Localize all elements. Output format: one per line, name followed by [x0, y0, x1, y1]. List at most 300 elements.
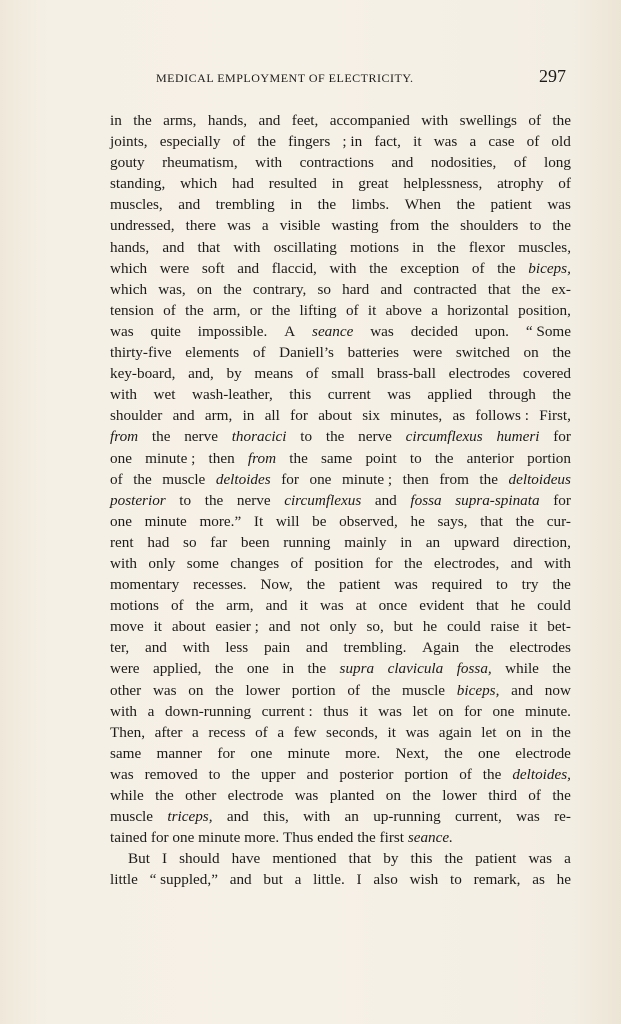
- word: some: [186, 554, 219, 572]
- word: was: [370, 322, 394, 340]
- word: standing,: [110, 175, 166, 193]
- word: with: [110, 386, 138, 404]
- word: bet-: [547, 618, 571, 636]
- word: nodosities,: [430, 154, 497, 172]
- word: ex-: [551, 280, 571, 298]
- word: the: [552, 576, 571, 594]
- word: shoulder: [110, 407, 163, 425]
- word: fact,: [374, 133, 401, 151]
- word: switched: [455, 344, 510, 362]
- text-line: [110, 405, 571, 426]
- word: other: [110, 681, 142, 699]
- word: so,: [366, 618, 384, 636]
- word: only: [148, 554, 176, 572]
- word: the: [521, 280, 541, 298]
- running-title: MEDICAL EMPLOYMENT OF ELECTRICITY.: [156, 71, 414, 85]
- word: as: [532, 871, 545, 889]
- word: portion: [527, 449, 571, 467]
- word: one: [309, 470, 332, 488]
- word: with: [255, 154, 283, 172]
- word: he: [422, 618, 438, 636]
- word: to: [496, 576, 508, 594]
- word: on: [385, 787, 401, 804]
- word: and: [391, 154, 414, 172]
- word: posterior: [339, 765, 394, 783]
- word: current,: [455, 808, 502, 826]
- word: one: [246, 660, 269, 678]
- word: mentioned: [272, 850, 337, 868]
- word: oscillating: [273, 238, 337, 256]
- word: and: [229, 871, 252, 889]
- word: deltoides: [215, 470, 271, 488]
- word: Thus: [282, 829, 314, 847]
- word: minute: [144, 512, 187, 530]
- word: was: [516, 808, 540, 826]
- word: manner: [156, 744, 203, 762]
- word: the: [552, 723, 571, 741]
- text-line: [110, 743, 571, 764]
- word: about: [318, 407, 352, 425]
- word: above: [385, 301, 422, 319]
- word: to: [208, 765, 221, 783]
- word: ; in: [342, 133, 363, 151]
- word: the: [369, 259, 388, 277]
- word: of: [163, 301, 176, 319]
- word: while: [110, 787, 144, 804]
- text-line: [110, 469, 571, 490]
- word: says,: [437, 512, 468, 530]
- word: circumflexus: [405, 428, 483, 446]
- word: electrode: [515, 744, 571, 762]
- word: an: [425, 533, 441, 551]
- word: ter,: [110, 639, 130, 657]
- word: quite: [150, 322, 181, 340]
- word: undressed,: [110, 217, 175, 235]
- word: a: [469, 133, 477, 151]
- word: which: [110, 259, 148, 277]
- word: soft: [201, 259, 225, 277]
- word: in: [290, 196, 303, 214]
- word: the: [403, 554, 423, 572]
- word: changes: [230, 554, 280, 572]
- word: brass-ball: [376, 365, 436, 383]
- word: the: [257, 133, 276, 151]
- word: electrode: [227, 787, 284, 804]
- word: patient: [490, 196, 532, 214]
- text-line: [110, 595, 571, 616]
- word: fossa,: [456, 660, 492, 678]
- word: trembling.: [343, 639, 407, 657]
- word: of: [290, 554, 304, 572]
- word: current :: [261, 702, 313, 720]
- word: by: [226, 365, 242, 383]
- word: but: [393, 618, 413, 636]
- word: the: [289, 449, 308, 467]
- word: patient: [338, 576, 381, 594]
- word: the: [552, 344, 571, 362]
- word: horizontal: [447, 301, 509, 319]
- word: other: [185, 787, 217, 804]
- word: was: [394, 576, 418, 594]
- word: removed: [144, 765, 198, 783]
- word: of: [513, 154, 527, 172]
- word: follows :: [475, 407, 529, 425]
- word: with: [110, 554, 138, 572]
- word: that: [480, 512, 503, 530]
- word: thus: [323, 702, 349, 720]
- text-line: [110, 237, 571, 258]
- text-line: [110, 848, 571, 869]
- word: tension: [110, 301, 154, 319]
- word: now: [544, 681, 571, 699]
- text-line: [110, 658, 571, 679]
- word: first: [379, 829, 405, 847]
- word: Again: [422, 639, 460, 657]
- word: the: [151, 428, 171, 446]
- word: trembling: [215, 196, 275, 214]
- word: same: [110, 744, 142, 762]
- word: up-running: [373, 808, 441, 826]
- word: it: [413, 133, 422, 151]
- word: for: [290, 407, 308, 425]
- word: contracted: [413, 280, 477, 298]
- word: humeri: [496, 428, 540, 446]
- word: motions: [350, 238, 399, 256]
- word: observed,: [339, 512, 398, 530]
- word: not: [300, 618, 320, 636]
- text-line: [110, 701, 571, 722]
- word: been: [240, 533, 270, 551]
- word: was,: [158, 280, 186, 298]
- word: the: [155, 787, 174, 804]
- word: was: [547, 196, 571, 214]
- word: position: [314, 554, 364, 572]
- word: supra: [339, 660, 375, 678]
- word: deltoideus: [508, 470, 571, 488]
- word: upward: [453, 533, 500, 551]
- word: muscle: [402, 681, 446, 699]
- word: the: [357, 829, 376, 847]
- word: were: [110, 660, 140, 678]
- word: and: [144, 639, 167, 657]
- word: the: [444, 850, 464, 868]
- word: hands,: [207, 112, 248, 129]
- word: muscles,: [518, 238, 571, 256]
- word: feet,: [291, 112, 319, 129]
- word: more.: [345, 744, 381, 762]
- text-line: [110, 553, 571, 574]
- word: one: [172, 829, 195, 847]
- word: Now,: [260, 576, 293, 594]
- word: it: [387, 723, 396, 741]
- word: evident: [419, 597, 464, 615]
- word: covered: [522, 365, 571, 383]
- word: the: [552, 386, 571, 404]
- word: flexor: [468, 238, 506, 256]
- word: case: [488, 133, 515, 151]
- word: visible: [279, 217, 321, 235]
- word: the: [133, 470, 152, 488]
- word: electrodes: [448, 365, 511, 383]
- word: for: [464, 702, 482, 720]
- word: of: [110, 470, 123, 488]
- word: a: [431, 301, 438, 319]
- text-line: [110, 680, 571, 701]
- word: motions: [110, 597, 159, 615]
- word: small: [331, 365, 365, 383]
- word: a: [261, 217, 269, 235]
- word: or: [249, 301, 263, 319]
- word: but: [263, 871, 283, 889]
- text-line: [110, 490, 571, 511]
- body-text: [110, 110, 571, 890]
- word: to: [529, 217, 542, 235]
- word: I: [356, 871, 362, 889]
- word: and: [510, 554, 533, 572]
- word: minute.: [525, 702, 571, 720]
- word: A: [284, 322, 296, 340]
- word: clavicula: [387, 660, 444, 678]
- word: electrodes,: [433, 554, 500, 572]
- word: on: [523, 344, 539, 362]
- word: will: [275, 512, 300, 530]
- word: and: [380, 280, 403, 298]
- word: on: [196, 280, 213, 298]
- text-line: [110, 215, 571, 236]
- word: on: [506, 723, 522, 741]
- word: it: [529, 618, 538, 636]
- word: arms,: [163, 112, 197, 129]
- word: applied,: [152, 660, 202, 678]
- word: to: [179, 491, 192, 509]
- word: and: [374, 491, 397, 509]
- word: then: [208, 449, 235, 467]
- word: the: [204, 491, 224, 509]
- word: for: [553, 491, 571, 509]
- word: “ Some: [525, 322, 571, 340]
- word: minutes,: [390, 407, 443, 425]
- word: could: [446, 618, 481, 636]
- word: about: [171, 618, 206, 636]
- word: and: [265, 597, 288, 615]
- word: recesses.: [193, 576, 247, 594]
- word: had: [147, 533, 170, 551]
- word: the: [223, 280, 242, 298]
- word: joints,: [110, 133, 148, 151]
- word: arm,: [212, 301, 241, 319]
- word: with: [182, 639, 210, 657]
- word: minute: [198, 829, 241, 847]
- word: biceps,: [456, 681, 500, 699]
- text-line: [110, 131, 571, 152]
- word: minute ;: [341, 470, 393, 488]
- word: arm,: [226, 597, 254, 615]
- word: this: [410, 850, 433, 868]
- word: in: [110, 112, 122, 129]
- word: recess: [208, 723, 246, 741]
- word: of: [528, 787, 541, 804]
- word: the: [444, 744, 463, 762]
- word: Next,: [395, 744, 429, 762]
- word: “ suppled,”: [149, 871, 218, 889]
- word: of: [526, 133, 540, 151]
- word: third: [488, 787, 517, 804]
- word: in: [530, 723, 543, 741]
- word: by: [383, 850, 399, 868]
- word: to: [300, 428, 313, 446]
- word: the: [325, 428, 345, 446]
- word: and,: [188, 365, 214, 383]
- word: this: [289, 386, 312, 404]
- word: fingers: [288, 133, 331, 151]
- word: the: [434, 449, 454, 467]
- word: accompanied: [329, 112, 410, 129]
- word: so: [317, 280, 332, 298]
- word: great: [358, 175, 389, 193]
- word: of: [347, 681, 361, 699]
- word: the: [430, 217, 449, 235]
- word: that: [475, 597, 499, 615]
- word: cur-: [546, 512, 571, 530]
- word: was: [387, 386, 411, 404]
- word: with: [233, 238, 261, 256]
- word: But: [128, 850, 150, 868]
- word: muscle: [110, 808, 154, 826]
- word: key-board,: [110, 365, 176, 383]
- word: that: [487, 280, 511, 298]
- word: the: [437, 238, 456, 256]
- word: hard: [342, 280, 370, 298]
- word: move: [110, 618, 144, 636]
- text-line: [110, 511, 571, 532]
- word: was: [405, 723, 430, 741]
- word: helplessness,: [403, 175, 483, 193]
- word: exception: [400, 259, 460, 277]
- word: was: [528, 850, 553, 868]
- word: the: [456, 196, 476, 214]
- word: wish: [409, 871, 439, 889]
- word: of: [471, 259, 485, 277]
- word: from: [110, 428, 139, 446]
- word: with: [110, 702, 138, 720]
- text-line: [110, 616, 571, 637]
- word: limbs.: [351, 196, 390, 214]
- word: of: [459, 765, 472, 783]
- word: the: [552, 660, 571, 678]
- word: as: [452, 407, 466, 425]
- text-line: [110, 258, 571, 279]
- word: after: [154, 723, 183, 741]
- word: the: [552, 112, 571, 129]
- word: there: [185, 217, 217, 235]
- word: six: [362, 407, 380, 425]
- word: for: [150, 829, 169, 847]
- word: far: [210, 533, 228, 551]
- word: Then,: [110, 723, 146, 741]
- word: seance: [312, 322, 354, 340]
- word: rent: [110, 533, 134, 551]
- word: swellings: [459, 112, 517, 129]
- word: seance.: [407, 829, 453, 847]
- word: biceps,: [528, 259, 571, 277]
- word: means: [254, 365, 294, 383]
- word: which: [110, 280, 148, 298]
- word: a: [147, 702, 155, 720]
- word: elements: [185, 344, 240, 362]
- word: a: [564, 850, 571, 868]
- word: current: [327, 386, 371, 404]
- page-number: 297: [539, 66, 566, 86]
- word: of: [252, 344, 266, 362]
- text-line: [110, 574, 571, 595]
- text-line: [110, 827, 571, 848]
- word: in: [412, 238, 424, 256]
- word: with: [421, 112, 449, 129]
- word: the: [497, 259, 516, 277]
- text-line: [110, 363, 571, 384]
- word: the: [133, 112, 152, 129]
- word: the: [479, 470, 498, 488]
- word: arm,: [204, 407, 233, 425]
- word: all: [264, 407, 280, 425]
- word: to: [409, 449, 422, 467]
- text-line: [110, 173, 571, 194]
- word: and: [305, 639, 328, 657]
- word: It: [253, 512, 264, 530]
- word: lower: [442, 787, 477, 804]
- word: from: [439, 470, 469, 488]
- word: the: [271, 301, 291, 319]
- word: anterior: [466, 449, 514, 467]
- word: of: [232, 133, 246, 151]
- word: it: [359, 702, 368, 720]
- word: muscles,: [110, 196, 163, 214]
- word: wash-leather,: [191, 386, 273, 404]
- word: the: [185, 301, 204, 319]
- word: nerve: [184, 428, 218, 446]
- word: triceps,: [167, 808, 213, 826]
- word: lower: [245, 681, 281, 699]
- word: should: [179, 850, 220, 868]
- word: and: [162, 238, 185, 256]
- word: one: [110, 512, 132, 530]
- word: gouty: [110, 154, 145, 172]
- word: let: [412, 702, 428, 720]
- word: resulted: [268, 175, 317, 193]
- word: remark,: [473, 871, 521, 889]
- word: through: [488, 386, 536, 404]
- word: the: [552, 217, 571, 235]
- word: was: [294, 787, 319, 804]
- word: for: [553, 428, 571, 446]
- word: and: [172, 407, 195, 425]
- word: then: [402, 470, 429, 488]
- word: a: [294, 871, 302, 889]
- word: flaccid,: [271, 259, 317, 277]
- word: position,: [518, 301, 571, 319]
- word: I: [161, 850, 168, 868]
- word: pain: [263, 639, 291, 657]
- word: the: [475, 639, 494, 657]
- word: momentary: [110, 576, 180, 594]
- text-line: [110, 342, 571, 363]
- word: was: [319, 597, 344, 615]
- text-line: [110, 384, 571, 405]
- word: portion: [291, 681, 336, 699]
- word: and: [511, 681, 534, 699]
- word: a: [192, 723, 199, 741]
- word: posterior: [110, 491, 166, 509]
